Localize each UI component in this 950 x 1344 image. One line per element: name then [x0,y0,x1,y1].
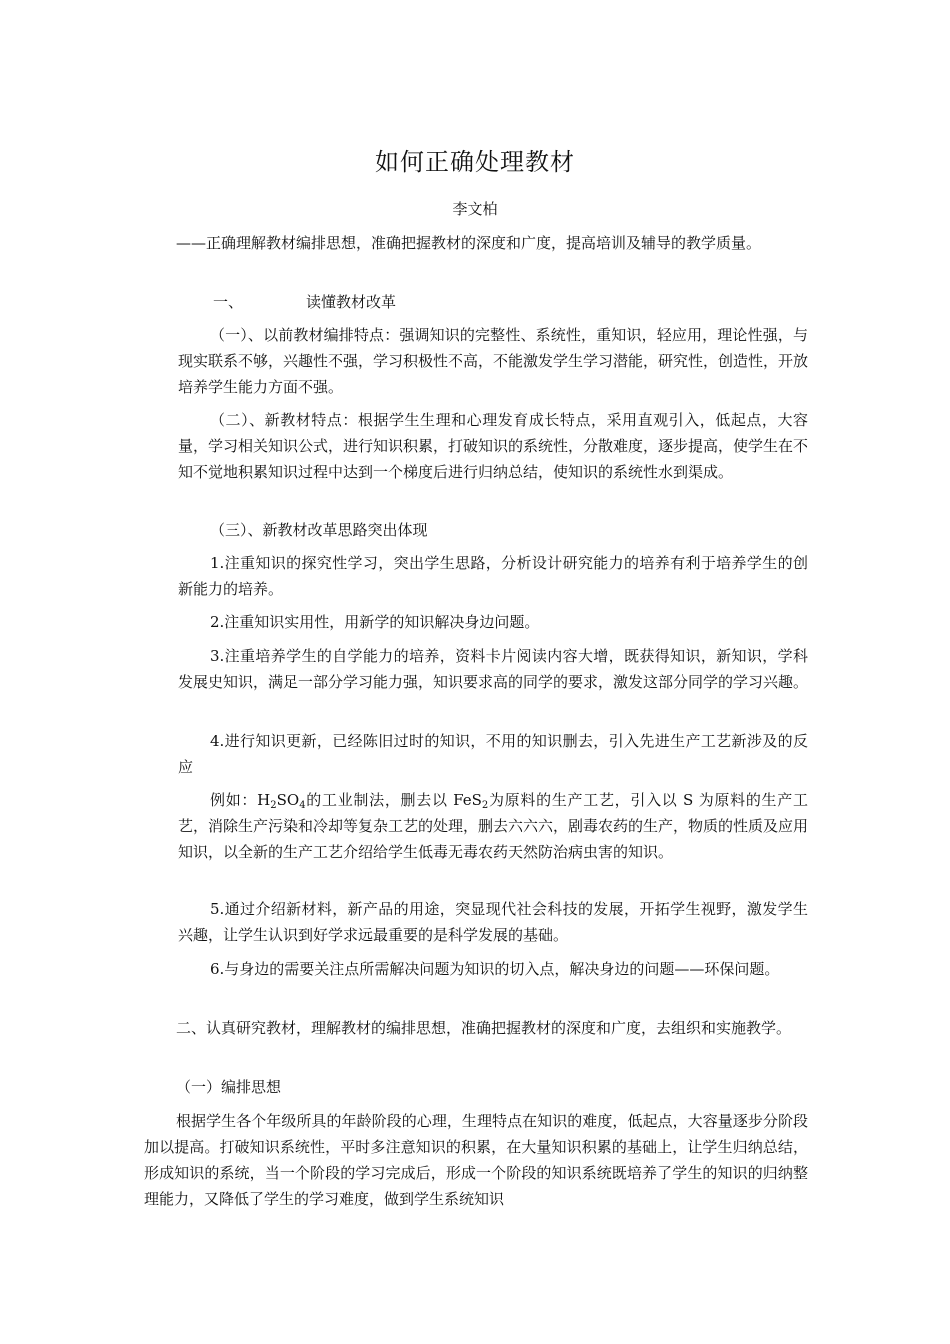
subheading-compile-ideas: （一）编排思想 [176,1078,282,1096]
intro-paragraph: ——正确理解教材编排思想，准确把握教材的深度和广度，提高培训及辅导的教学质量。 [176,234,762,252]
paragraph-old-textbook: （一）、以前教材编排特点：强调知识的完整性、系统性，重知识，轻应用，理论性强，与现实联系不够，兴趣性不强，学习积极性不高，不能激发学生学习潜能，研究性，创造性，开放培养学生能力方面不强。 [178,326,809,396]
list-item-3: 3.注重培养学生的自学能力的培养，资料卡片阅读内容大增，既获得知识，新知识，学科发展史知识，满足一部分学习能力强，知识要求高的同学的要求，激发这部分同学的学习兴趣。 [178,647,809,691]
formula-fes: FeS [453,791,482,809]
section-1-title: 读懂教材改革 [306,293,397,311]
list-item-2: 2.注重知识实用性，用新学的知识解决身边问题。 [210,613,540,631]
paragraph-new-textbook: （二）、新教材特点：根据学生生理和心理发育成长特点，采用直观引入，低起点，大容量，学习相关知识公式，进行知识积累，打破知识的系统性，分散难度，逐步提高，使学生在不知不觉地积累知识过程中达到一个梯度后进行归纳总结，使知识的系统性水到渠成。 [178,411,809,481]
paragraph-compile-ideas: 根据学生各个年级所具的年龄阶段的心理，生理特点在知识的难度，低起点，大容量逐步分阶段加以提高。打破知识系统性，平时多注意知识的积累，在大量知识积累的基础上，让学生归纳总结，形成知识的系统，当一个阶段的学习完成后，形成一个阶段的知识系统既培养了学生的知识的归纳整理能力，又降低了学生的学习难度，做到学生系统知识 [144,1112,808,1208]
document-author: 李文柏 [452,200,498,218]
formula-fes2 [453,791,488,809]
list-item-5: 5.通过介绍新材料，新产品的用途，突显现代社会科技的发展，开拓学生视野，激发学生兴趣，让学生认识到好学求远最重要的是科学发展的基础。 [178,900,808,944]
section-2-paragraph: 二、认真研究教材，理解教材的编排思想，准确把握教材的深度和广度，去组织和实施教学。 [176,1019,792,1037]
formula-subscript-4: 4 [299,800,306,811]
example-middle-text: 的工业制法，删去以 [305,791,454,809]
list-item-6: 6.与身边的需要关注点所需解决问题为知识的切入点，解决身边的问题——环保问题。 [210,960,780,978]
example-rest-text: 为原料的生产工艺，引入以 S 为原料的生产工艺，消除生产污染和冷却等复杂工艺的处理，删去六六六，剧毒农药的生产，物质的性质及应用知识，以全新的生产工艺介绍给学生低毒无毒农药天然防治病虫害的知识。 [178,791,809,861]
example-prefix: 例如： [210,791,258,809]
section-1-number: 一、 [213,293,244,311]
document-title: 如何正确处理教材 [375,148,575,176]
section-1-heading [213,289,396,315]
list-item-4: 4.进行知识更新，已经陈旧过时的知识，不用的知识删去，引入先进生产工艺新涉及的反应 [178,732,808,776]
formula-h2so4 [257,791,305,809]
formula-so: SO [276,791,300,809]
paragraph-reform-ideas: （三）、新教材改革思路突出体现 [210,521,428,539]
formula-subscript-2: 2 [270,800,277,811]
formula-h: H [257,791,271,809]
list-item-1: 1.注重知识的探究性学习，突出学生思路，分析设计研究能力的培养有利于培养学生的创新能力的培养。 [178,554,808,598]
example-paragraph [178,787,808,865]
formula-subscript-2b: 2 [481,800,489,811]
